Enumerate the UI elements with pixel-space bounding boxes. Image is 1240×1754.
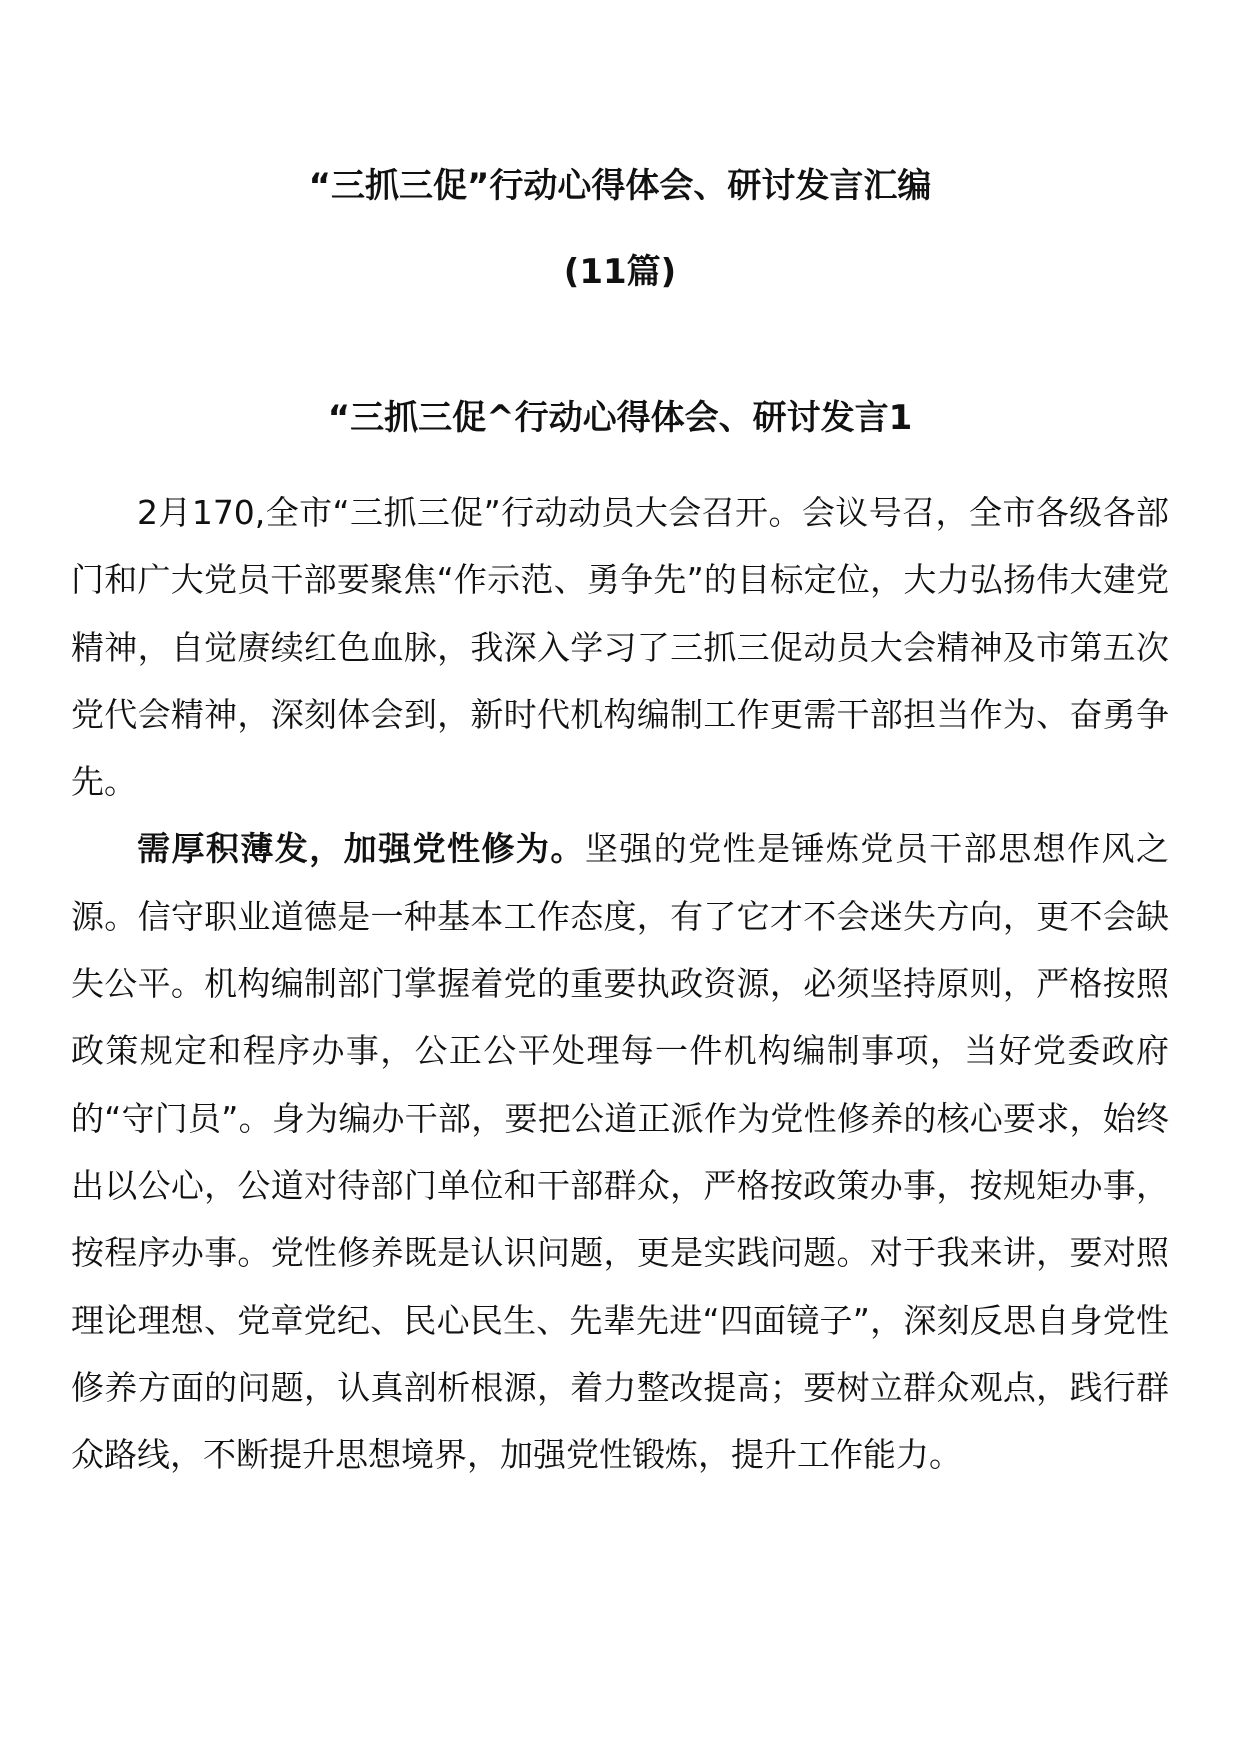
paragraph-2 <box>71 815 1169 1488</box>
paragraph-1 <box>71 479 1169 815</box>
paragraph-2-text: 坚强的党性是锤炼党员干部思想作风之源。信守职业道德是一种基本工作态度，有了它才不会迷失方向，更不会缺失公平。机构编制部门掌握着党的重要执政资源，必须坚持原则，严格按照政策规定和程序办事，公正公平处理每一件机构编制事项，当好党委政府的“守门员”。身为编办干部，要把公道正派作为党性修养的核心要求，始终出以公心，公道对待部门单位和干部群众，严格按政策办事，按规矩办事，按程序办事。党性修养既是认识问题，更是实践问题。对于我来讲，要对照理论理想、党章党纪、民心民生、先辈先进“四面镜子”，深刻反思自身党性修养方面的问题，认真剖析根源，着力整改提高；要树立群众观点，践行群众路线，不断提升思想境界，加强党性锻炼，提升工作能力。 <box>71 829 1170 1475</box>
article-title: “三抓三促^行动心得体会、研讨发言1 <box>327 398 913 438</box>
article-body <box>71 479 1169 1488</box>
document-title: “三抓三促”行动心得体会、研讨发言汇编 <box>308 166 932 206</box>
paragraph-2-lead: 需厚积薄发，加强党性修为。 <box>137 829 585 869</box>
paragraph-1-text: 2月170,全市“三抓三促”行动动员大会召开。会议号召，全市各级各部门和广大党员干部要聚焦“作示范、勇争先”的目标定位，大力弘扬伟大建党精神，自觉赓续红色血脉，我深入学习了三抓三促动员大会精神及市第五次党代会精神，深刻体会到，新时代机构编制工作更需干部担当作为、奋勇争先。 <box>71 493 1169 802</box>
document-subtitle-count: (11篇) <box>563 252 677 292</box>
